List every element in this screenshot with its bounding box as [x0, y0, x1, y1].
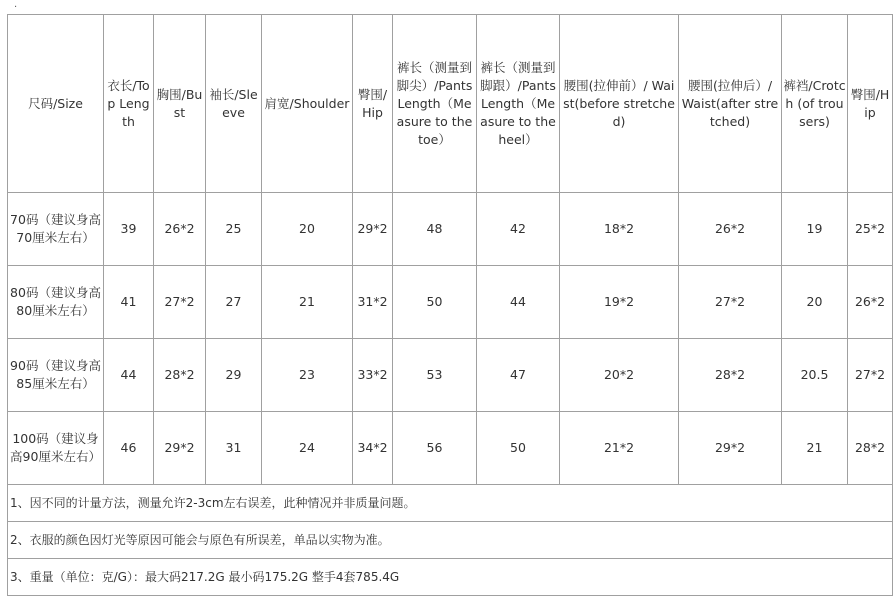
- header-row: [8, 15, 893, 193]
- table-cell: 28*2: [848, 412, 893, 485]
- header-crotch: 裤裆/Crotch (of trousers): [782, 15, 848, 193]
- table-cell: 25: [206, 193, 262, 266]
- header-sleeve: 袖长/Sleeve: [206, 15, 262, 193]
- table-row: [8, 266, 893, 339]
- table-cell: 31*2: [353, 266, 393, 339]
- table-row: [8, 339, 893, 412]
- note-measurement-tolerance: 1、因不同的计量方法，测量允许2-3cm左右误差，此种情况并非质量问题。: [8, 485, 893, 522]
- table-cell: 53: [393, 339, 477, 412]
- table-cell: 26*2: [154, 193, 206, 266]
- table-cell: 44: [477, 266, 560, 339]
- table-cell: 47: [477, 339, 560, 412]
- table-cell: 25*2: [848, 193, 893, 266]
- table-cell: 26*2: [848, 266, 893, 339]
- table-cell: 44: [104, 339, 154, 412]
- table-cell: 26*2: [679, 193, 782, 266]
- table-cell: 21*2: [560, 412, 679, 485]
- table-cell: 19: [782, 193, 848, 266]
- table-cell: 56: [393, 412, 477, 485]
- table-cell: 20: [782, 266, 848, 339]
- header-waist-before: 腰围(拉伸前）/ Waist(before stretched): [560, 15, 679, 193]
- size-cell: 70码（建议身高70厘米左右）: [8, 193, 104, 266]
- table-row: [8, 412, 893, 485]
- table-cell: 27*2: [679, 266, 782, 339]
- table-cell: 18*2: [560, 193, 679, 266]
- table-cell: 20.5: [782, 339, 848, 412]
- note-row: [8, 485, 893, 522]
- header-pants-length-heel: 裤长（测量到脚跟）/Pants Length（Measure to the heel）: [477, 15, 560, 193]
- table-cell: 42: [477, 193, 560, 266]
- header-hip-pants: 臀围/Hip: [848, 15, 893, 193]
- header-bust: 胸围/Bust: [154, 15, 206, 193]
- header-size: 尺码/Size: [8, 15, 104, 193]
- table-cell: 29*2: [679, 412, 782, 485]
- table-cell: 34*2: [353, 412, 393, 485]
- table-cell: 41: [104, 266, 154, 339]
- table-cell: 27*2: [848, 339, 893, 412]
- table-cell: 39: [104, 193, 154, 266]
- table-cell: 29*2: [353, 193, 393, 266]
- size-cell: 100码（建议身高90厘米左右）: [8, 412, 104, 485]
- size-chart-table: [7, 14, 893, 596]
- header-top-length: 衣长/Top Length: [104, 15, 154, 193]
- table-cell: 50: [477, 412, 560, 485]
- table-cell: 29*2: [154, 412, 206, 485]
- table-row: [8, 193, 893, 266]
- table-cell: 20: [262, 193, 353, 266]
- table-cell: 33*2: [353, 339, 393, 412]
- header-waist-after: 腰围(拉伸后）/ Waist(after stretched): [679, 15, 782, 193]
- table-cell: 21: [262, 266, 353, 339]
- table-cell: 46: [104, 412, 154, 485]
- header-hip: 臀围/Hip: [353, 15, 393, 193]
- table-cell: 23: [262, 339, 353, 412]
- note-row: [8, 522, 893, 559]
- table-cell: 20*2: [560, 339, 679, 412]
- table-cell: 19*2: [560, 266, 679, 339]
- table-cell: 28*2: [154, 339, 206, 412]
- table-cell: 27*2: [154, 266, 206, 339]
- note-weight: 3、重量（单位：克/G）：最大码217.2G 最小码175.2G 整手4套785.4G: [8, 559, 893, 596]
- table-cell: 27: [206, 266, 262, 339]
- table-cell: 31: [206, 412, 262, 485]
- header-shoulder: 肩宽/Shoulder: [262, 15, 353, 193]
- note-row: [8, 559, 893, 596]
- table-cell: 28*2: [679, 339, 782, 412]
- table-cell: 48: [393, 193, 477, 266]
- note-color-difference: 2、衣服的颜色因灯光等原因可能会与原色有所误差，单品以实物为准。: [8, 522, 893, 559]
- stray-dot: .: [14, 0, 18, 10]
- size-cell: 80码（建议身高80厘米左右）: [8, 266, 104, 339]
- table-cell: 29: [206, 339, 262, 412]
- table-cell: 21: [782, 412, 848, 485]
- table-cell: 50: [393, 266, 477, 339]
- size-cell: 90码（建议身高85厘米左右）: [8, 339, 104, 412]
- table-cell: 24: [262, 412, 353, 485]
- header-pants-length-toe: 裤长（测量到脚尖）/Pants Length（Measure to the toe）: [393, 15, 477, 193]
